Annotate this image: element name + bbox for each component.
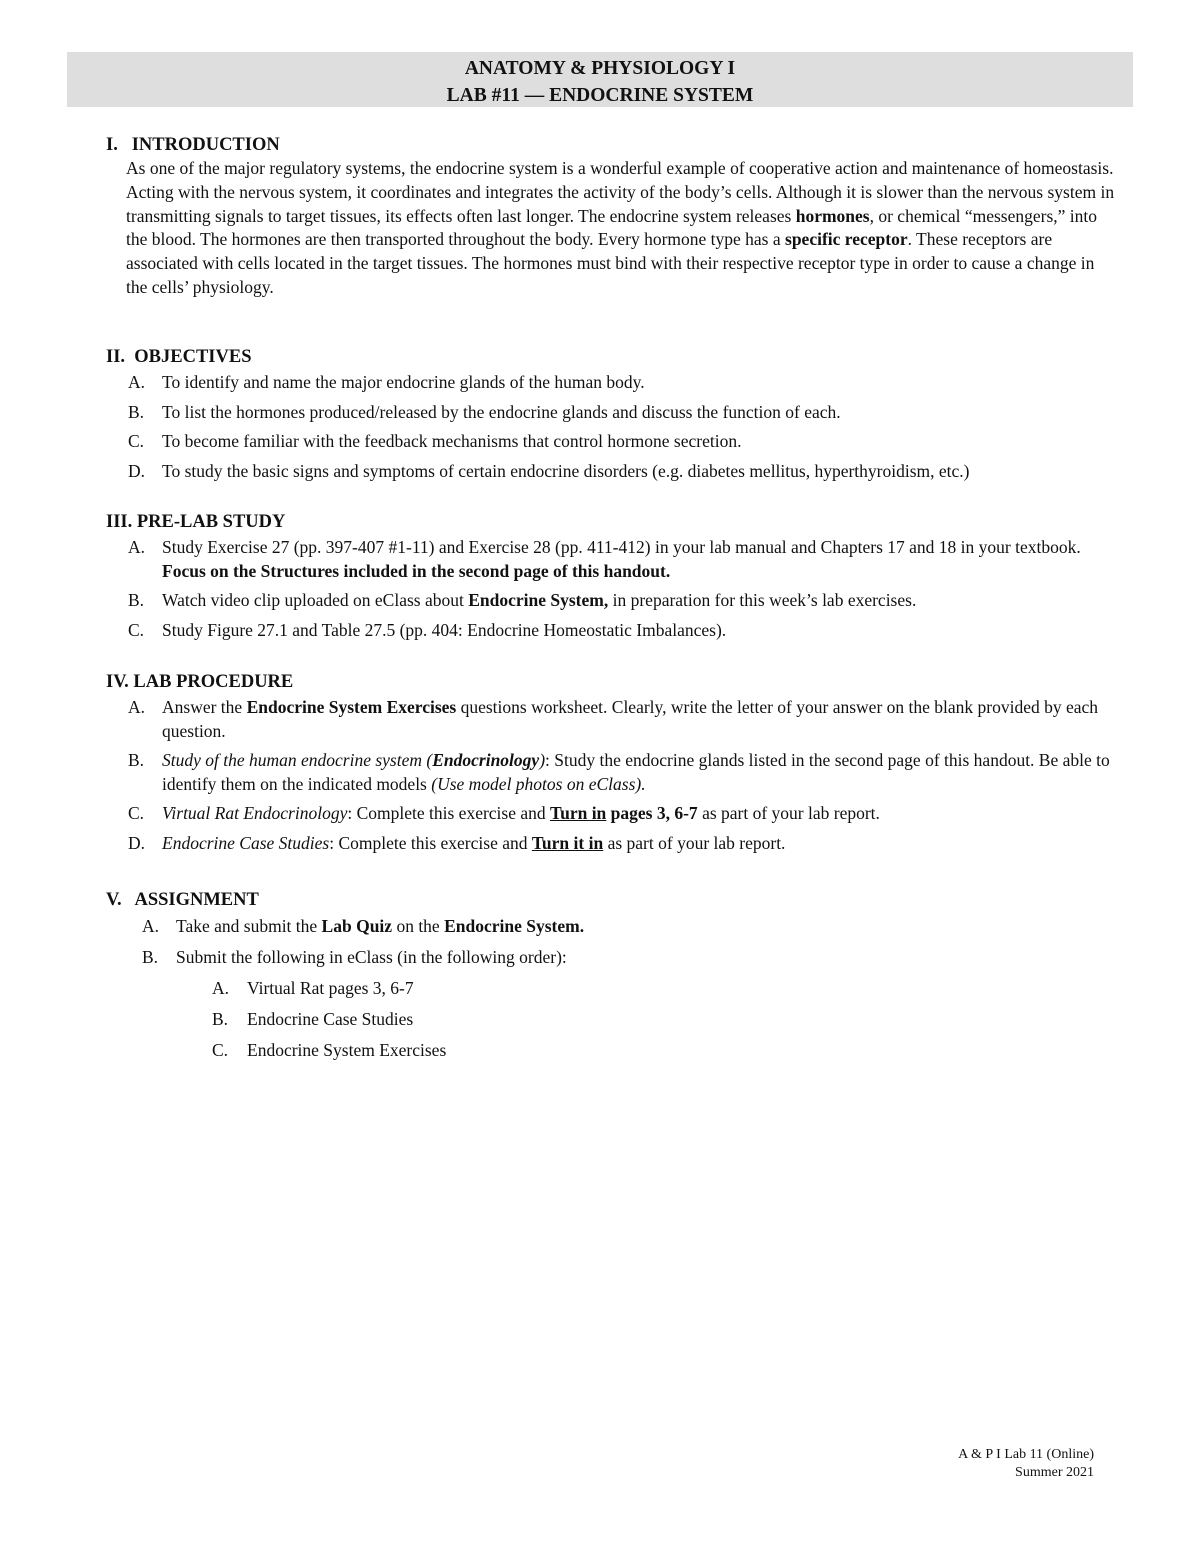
- item-letter: C.: [128, 803, 145, 823]
- prelab-heading: III. PRE-LAB STUDY: [106, 512, 286, 532]
- list-item: [106, 945, 1116, 969]
- item-bold-italic-text: Endocrinology: [432, 750, 540, 770]
- item-bold-text: Lab Quiz: [321, 916, 393, 936]
- item-letter: C.: [212, 1040, 229, 1060]
- list-item: [106, 749, 1116, 796]
- list-item: [106, 371, 1116, 395]
- intro-text-1: As one of the major regulatory systems, the endocrine system is a wonderful example of cooperative action and maintenance of homeostasis. Acting with the nervous system, it coordinates and integrates the activity of the body’s cells. Although it is slower than the nervous system in transmitting signals to target tissues, its effects often last longer. The endocrine system releases: [126, 158, 1115, 226]
- list-item: [106, 430, 1116, 454]
- item-text: Study Figure 27.1 and Table 27.5 (pp. 404: Endocrine Homeostatic Imbalances).: [162, 619, 727, 640]
- item-bold-text: Focus on the Structures included in the second page of this handout.: [162, 560, 671, 581]
- assignment-heading: V. ASSIGNMENT: [106, 890, 259, 910]
- list-item: [106, 536, 1116, 583]
- list-item: [106, 832, 1116, 856]
- list-item: [106, 802, 1116, 826]
- item-text: To identify and name the major endocrine glands of the human body.: [162, 372, 645, 392]
- item-text: as part of your lab report.: [697, 803, 880, 823]
- item-text: : Study the endocrine glands listed in the second page of this handout. Be able to identify them on the indicated models: [162, 750, 1110, 794]
- list-item: [106, 914, 1116, 938]
- list-item: [106, 401, 1116, 425]
- intro-bold-hormones: hormones: [795, 205, 870, 226]
- item-text: To become familiar with the feedback mechanisms that control hormone secretion.: [162, 431, 742, 451]
- intro-text-2: , or chemical “messengers,” into the blood. The hormones are then transported throughout the body. Every hormone type has a: [126, 205, 1098, 250]
- list-item: [106, 589, 1116, 613]
- item-letter: D.: [128, 460, 146, 481]
- document-title-banner: [67, 52, 1133, 107]
- item-text: Endocrine System Exercises: [247, 1040, 447, 1060]
- introduction-paragraph: [126, 157, 1116, 300]
- introduction-section: [106, 133, 1116, 300]
- item-letter: B.: [128, 750, 145, 770]
- item-italic-text: (Use model photos on eClass).: [431, 773, 646, 794]
- list-item: [106, 619, 1116, 643]
- list-item: [106, 460, 1116, 484]
- item-text: Submit the following in eClass (in the following order):: [176, 947, 567, 967]
- item-text: questions worksheet. Clearly, write the letter of your answer on the blank provided by each question.: [162, 697, 1099, 741]
- item-text: : Complete this exercise and: [329, 832, 532, 853]
- item-bold-underlined-text: Turn it in: [531, 832, 604, 853]
- footer-term: Summer 2021: [1015, 1465, 1094, 1480]
- footer-course: A & P I Lab 11 (Online): [958, 1447, 1094, 1462]
- intro-bold-receptor: specific receptor: [785, 229, 908, 250]
- sub-list-item: [106, 1007, 1116, 1031]
- item-text: in preparation for this week’s lab exercises.: [608, 590, 917, 610]
- item-text: on the: [392, 916, 445, 936]
- item-text: To study the basic signs and symptoms of certain endocrine disorders (e.g. diabetes mellitus, hyperthyroidism, etc.): [162, 460, 970, 481]
- item-letter: A.: [128, 697, 146, 717]
- assignment-section: [106, 888, 1116, 1062]
- course-title: ANATOMY & PHYSIOLOGY I: [464, 58, 736, 79]
- item-bold-underlined-text: Turn in: [550, 803, 607, 823]
- item-letter: D.: [128, 832, 146, 853]
- item-letter: B.: [142, 947, 159, 967]
- item-letter: C.: [128, 431, 145, 451]
- item-letter: A.: [128, 372, 146, 392]
- item-bold-text: Endocrine System Exercises: [246, 697, 457, 717]
- item-text: Watch video clip uploaded on eClass about: [162, 590, 469, 610]
- procedure-section: [106, 670, 1116, 855]
- item-bold-text: Endocrine System,: [468, 590, 609, 610]
- page-footer: [958, 1446, 1094, 1482]
- item-letter: A.: [212, 978, 230, 998]
- list-item: [106, 696, 1116, 743]
- item-text: Endocrine Case Studies: [247, 1009, 414, 1029]
- item-text: : Complete this exercise and: [347, 803, 551, 823]
- item-letter: B.: [128, 590, 145, 610]
- objectives-section: [106, 345, 1116, 483]
- intro-text-3: . These receptors are associated with cells located in the target tissues. The hormones must bind with their respective receptor type in order to cause a change in the cells’ physiology.: [126, 229, 1095, 297]
- lab-title: LAB #11 — ENDOCRINE SYSTEM: [446, 85, 754, 106]
- objectives-heading: II. OBJECTIVES: [106, 347, 252, 367]
- item-letter: A.: [142, 916, 160, 936]
- objectives-list: [106, 371, 1116, 483]
- item-italic-text: ): [539, 750, 546, 770]
- item-text: To list the hormones produced/released by the endocrine glands and discuss the function of each.: [162, 401, 841, 422]
- item-letter: B.: [212, 1009, 229, 1029]
- item-letter: B.: [128, 401, 145, 422]
- introduction-heading: I. INTRODUCTION: [106, 135, 280, 155]
- item-text: Virtual Rat pages 3, 6-7: [247, 978, 414, 998]
- sub-list-item: [106, 976, 1116, 1000]
- item-letter: C.: [128, 619, 145, 640]
- prelab-section: [106, 510, 1116, 642]
- item-letter: A.: [128, 537, 146, 557]
- item-text: Take and submit the: [176, 916, 322, 936]
- sub-list-item: [106, 1038, 1116, 1062]
- item-text: Answer the: [162, 697, 247, 717]
- item-bold-text: Endocrine System.: [444, 916, 585, 936]
- item-italic-text: Study of the human endocrine system (: [162, 750, 433, 770]
- item-bold-text: pages 3, 6-7: [606, 803, 698, 823]
- procedure-heading: IV. LAB PROCEDURE: [106, 672, 294, 692]
- item-text: as part of your lab report.: [603, 832, 786, 853]
- item-text: Study Exercise 27 (pp. 397-407 #1-11) and Exercise 28 (pp. 411-412) in your lab manual and Chapters 17 and 18 in your textbook.: [162, 537, 1081, 557]
- item-italic-text: Endocrine Case Studies: [162, 832, 330, 853]
- item-italic-text: Virtual Rat Endocrinology: [162, 803, 348, 823]
